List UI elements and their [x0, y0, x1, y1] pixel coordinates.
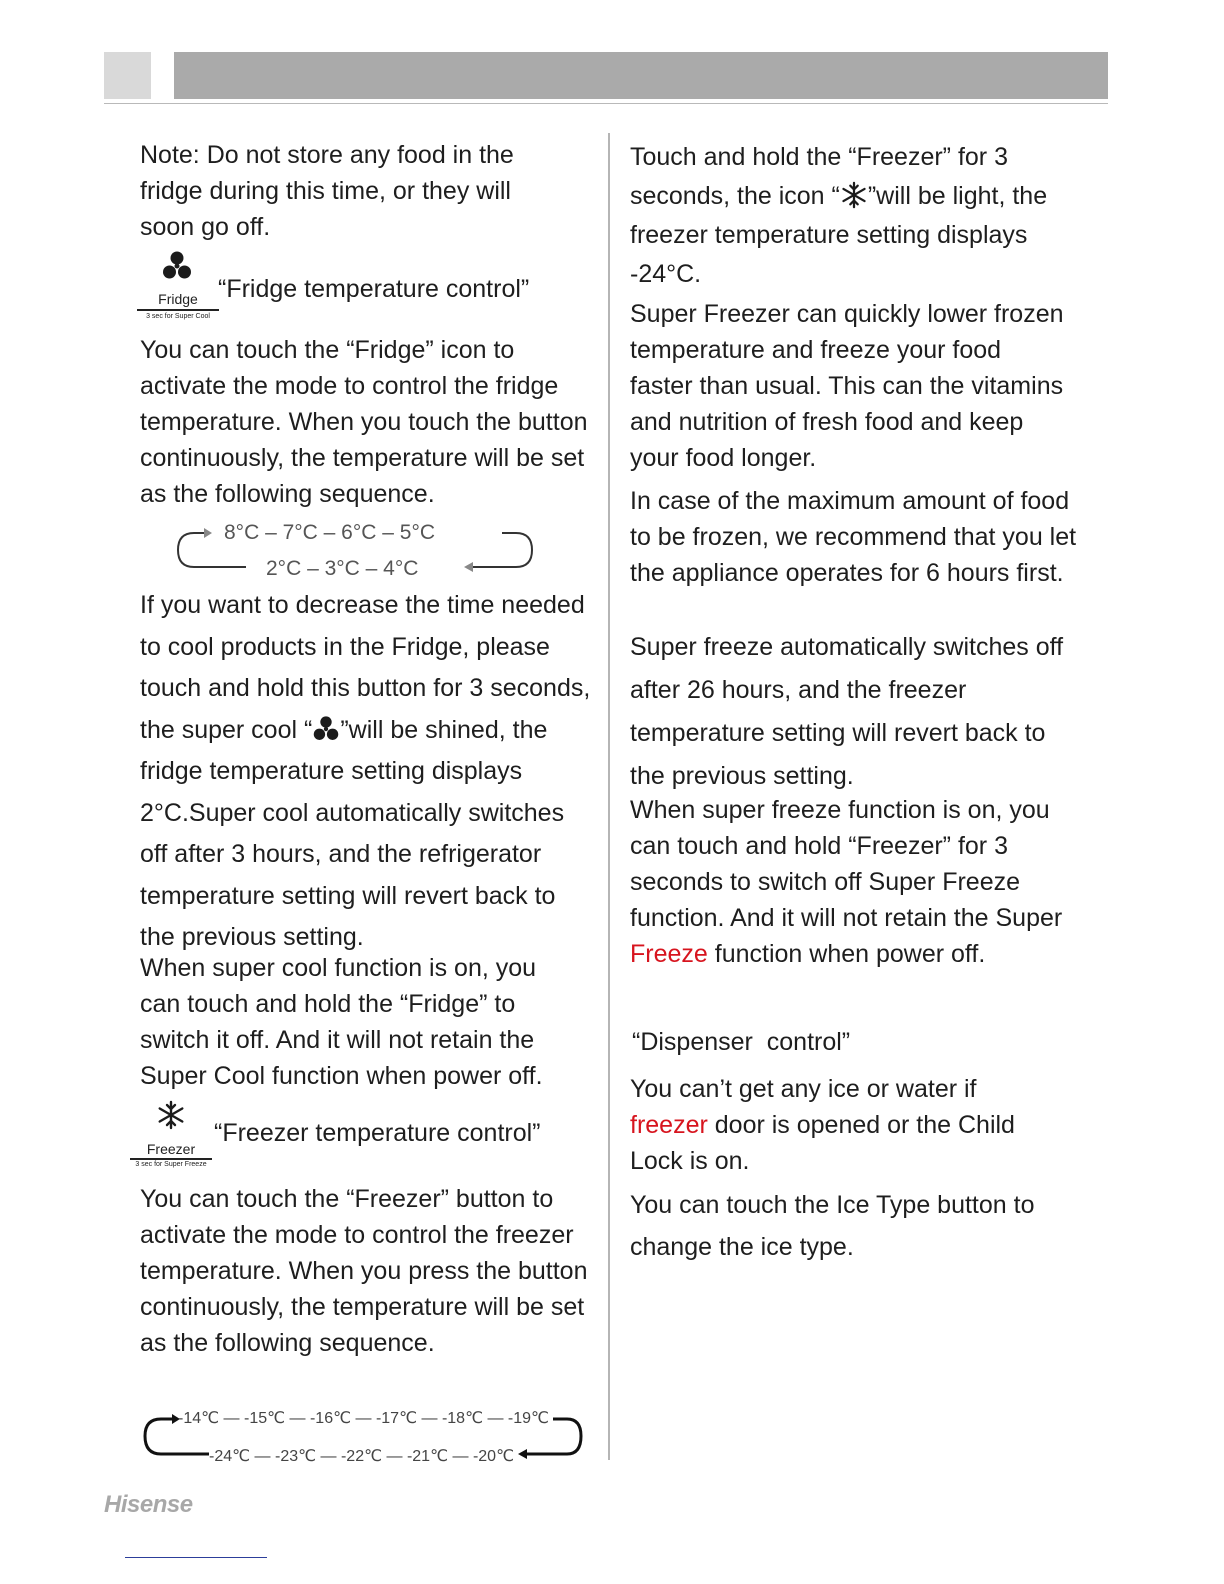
- dispenser-text-b: door is opened or the Child Lock is on.: [630, 1111, 1015, 1175]
- switch-off-text-a: When super freeze function is on, you can touch and hold “Freezer” for 3 seconds to switch off Super Freeze function. And it will not retain the Super: [630, 796, 1063, 932]
- fridge-control-heading: “Fridge temperature control”: [218, 275, 530, 303]
- dispenser-text-red: freezer: [630, 1111, 708, 1139]
- switch-off-text-b: function when power off.: [707, 940, 986, 968]
- fridge-sequence-bottom: 2°C – 3°C – 4°C: [266, 557, 419, 580]
- super-cool-text-a: If you want to decrease the time needed to cool products in the Fridge, please touch and hold this button for 3 seconds, the super cool “: [140, 591, 591, 744]
- super-freeze-text: [630, 138, 1060, 294]
- freezer-sequence-top: -14℃ — -15℃ — -16℃ — -17℃ — -18℃ — -19℃: [178, 1410, 550, 1427]
- ice-type-text: You can touch the Ice Type button to change the ice type.: [630, 1191, 1035, 1261]
- freezer-button[interactable]: [130, 1100, 212, 1170]
- super-freeze-text-a: Touch and hold the “Freezer” for 3 seconds, the icon “: [630, 143, 1008, 210]
- column-divider: [608, 133, 610, 1460]
- brand-logo: Hisense: [104, 1491, 193, 1518]
- freezer-button-label: Freezer: [146, 1141, 196, 1157]
- fridge-button[interactable]: [137, 250, 219, 322]
- fridge-button-sub: 3 sec for Super Cool: [146, 313, 210, 320]
- freezer-sequence-bottom: -24℃ — -23℃ — -22℃ — -21℃ — -20℃: [209, 1448, 515, 1465]
- dispenser-control-heading: “Dispenser control”: [632, 1028, 851, 1056]
- snowflake-icon: [156, 1100, 186, 1130]
- freezer-control-heading: “Freezer temperature control”: [214, 1119, 541, 1147]
- super-freeze-text-b: ”will be light, the freezer temperature setting displays -24°C.: [630, 182, 1048, 288]
- footer-link-underline: [125, 1557, 267, 1558]
- freezer-button-sub: 3 sec for Super Freeze: [135, 1161, 207, 1168]
- note-text: Note: Do not store any food in the fridge during this time, or they will soon go off.: [140, 141, 514, 241]
- dispenser-text-a: You can’t get any ice or water if: [630, 1075, 977, 1103]
- super-cool-off-text: When super cool function is on, you can touch and hold the “Fridge” to switch it off. And it will not retain the Super Cool function when power off.: [140, 954, 543, 1090]
- header-bar: [174, 52, 1108, 99]
- super-freeze-description: Super Freezer can quickly lower frozen temperature and freeze your food faster than usual. This can the vitamins and nutrition of fresh food and keep your food longer.: [630, 300, 1064, 472]
- dispenser-text: [630, 1071, 1060, 1179]
- header-rule: [104, 103, 1108, 104]
- max-amount-text: In case of the maximum amount of food to be frozen, we recommend that you let the appliance operates for 6 hours first.: [630, 487, 1077, 587]
- super-freeze-switch-off-text: [630, 792, 1090, 972]
- super-freeze-auto-off-text: Super freeze automatically switches off after 26 hours, and the freezer temperature setting will revert back to the previous setting.: [630, 633, 1064, 790]
- snowflake-icon: [840, 181, 868, 209]
- freezer-button-line: [130, 1158, 212, 1160]
- fridge-sequence-top: 8°C – 7°C – 6°C – 5°C: [224, 521, 436, 544]
- super-cool-text: [140, 585, 595, 959]
- fridge-button-line: [137, 309, 219, 311]
- fan-icon: [312, 715, 340, 743]
- switch-off-text-red: Freeze: [630, 940, 708, 968]
- header-square: [104, 52, 151, 99]
- fan-icon: [161, 250, 193, 282]
- freezer-sequence: [143, 1404, 585, 1464]
- fridge-button-label: Fridge: [158, 291, 198, 307]
- freezer-control-text: You can touch the “Freezer” button to activate the mode to control the freezer temperature. When you press the button continuously, the temperature will be set as the following sequence.: [140, 1185, 588, 1357]
- super-cool-text-b: ”will be shined, the fridge temperature setting displays 2°C.Super cool automatically switches off after 3 hours, and the refrigerator temperature setting will revert back to the previous setting.: [140, 715, 565, 951]
- fridge-sequence: [176, 517, 538, 580]
- fridge-control-text: You can touch the “Fridge” icon to activate the mode to control the fridge temperature. When you touch the button continuously, the temperature will be set as the following sequence.: [140, 336, 588, 508]
